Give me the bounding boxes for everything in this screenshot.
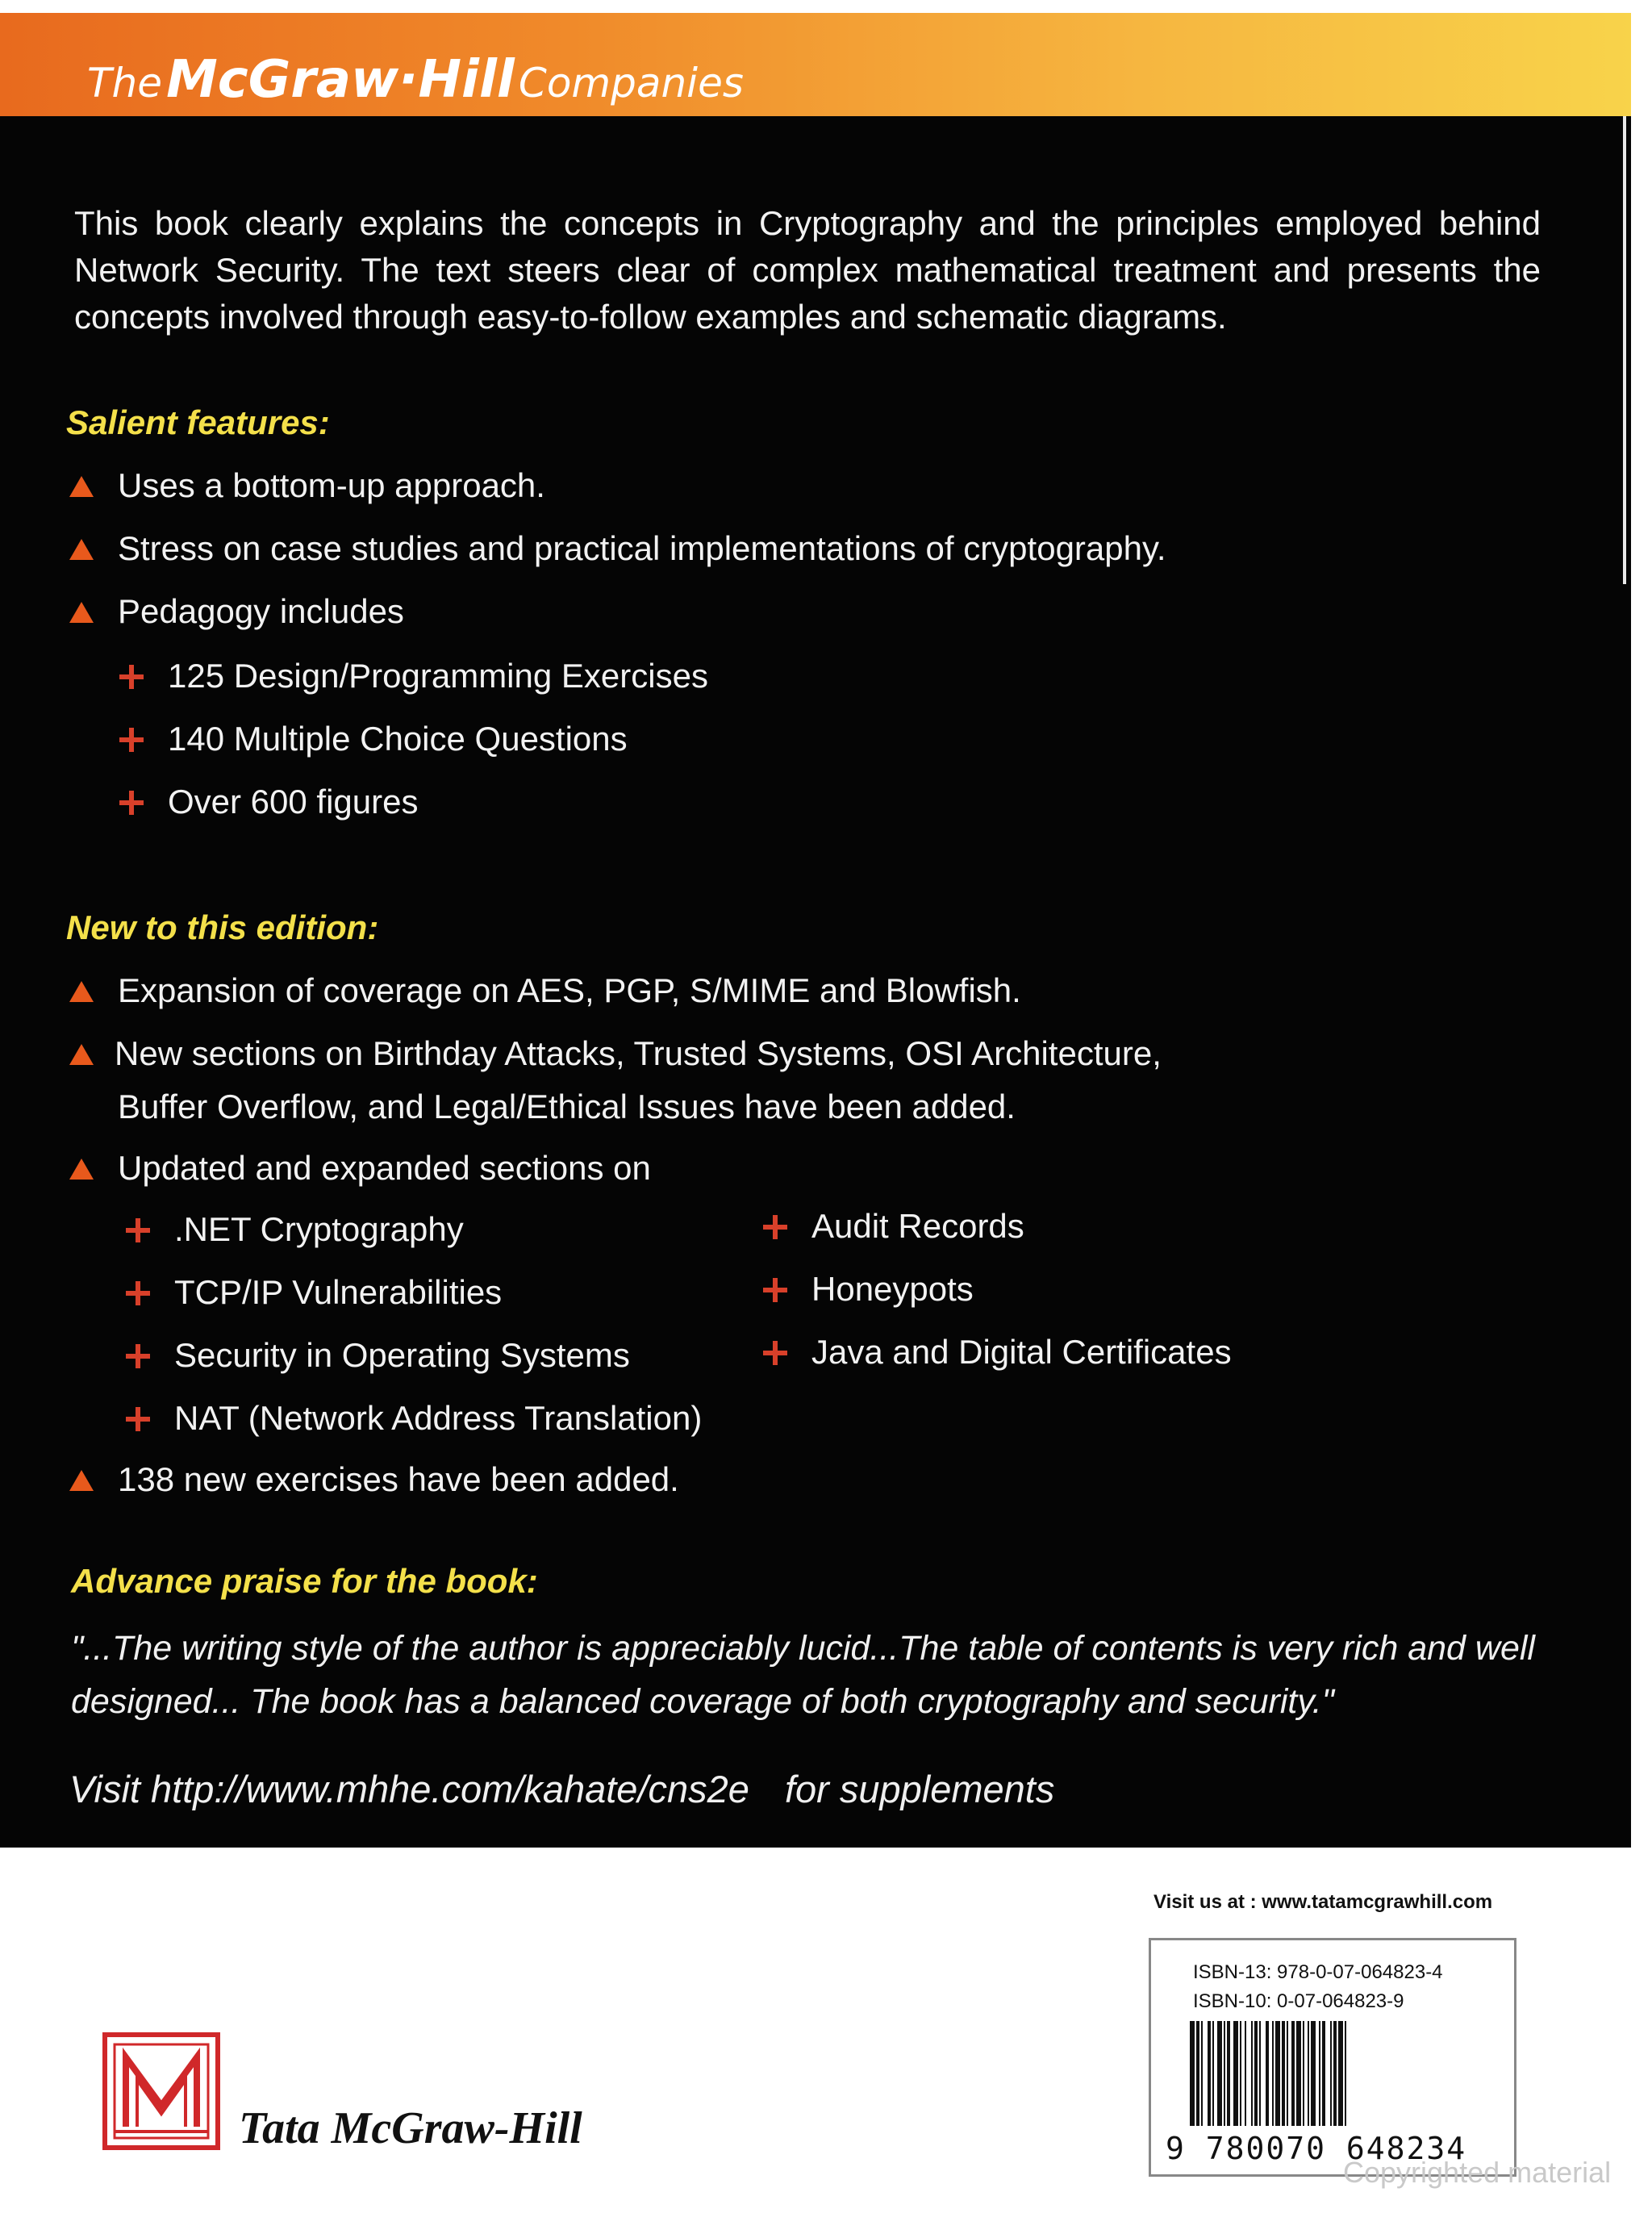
publisher-website: Visit us at : www.tatamcgrawhill.com xyxy=(1153,1891,1493,1913)
plus-bullet-icon xyxy=(763,1341,787,1365)
barcode-bar xyxy=(1266,2021,1269,2126)
plus-bullet-icon xyxy=(126,1218,150,1242)
plus-bullet-icon xyxy=(119,665,144,689)
barcode-bar xyxy=(1303,2021,1304,2126)
brand-prefix: The xyxy=(87,60,162,106)
brand-suffix: Companies xyxy=(518,60,744,106)
plus-bullet-icon xyxy=(119,728,144,752)
section-item: Java and Digital Certificates xyxy=(811,1333,1232,1371)
pedagogy-item: 125 Design/Programming Exercises xyxy=(168,657,708,695)
barcode-bar xyxy=(1212,2021,1214,2126)
barcode-bar xyxy=(1201,2021,1203,2126)
salient-item: Uses a bottom-up approach. xyxy=(118,466,545,504)
section-item: Audit Records xyxy=(811,1207,1024,1245)
barcode-bar xyxy=(1190,2021,1195,2126)
salient-features-heading: Salient features: xyxy=(66,403,330,441)
supplements-suffix: for supplements xyxy=(784,1768,1055,1810)
barcode-bar xyxy=(1245,2021,1246,2126)
barcode-bar xyxy=(1338,2021,1343,2126)
barcode-bar xyxy=(1224,2021,1225,2126)
triangle-bullet-icon xyxy=(69,539,94,560)
mcgraw-hill-brand xyxy=(87,50,744,110)
barcode-bar xyxy=(1251,2021,1253,2126)
section-item: Honeypots xyxy=(811,1270,974,1308)
barcode-bar xyxy=(1291,2021,1295,2126)
new-edition-heading: New to this edition: xyxy=(66,908,379,946)
salient-item: Stress on case studies and practical implementations of cryptography. xyxy=(118,529,1166,567)
barcode-bar xyxy=(1196,2021,1199,2126)
copyright-watermark: Copyrighted material xyxy=(1343,2156,1612,2189)
praise-heading: Advance praise for the book: xyxy=(71,1562,538,1600)
plus-bullet-icon xyxy=(126,1407,150,1431)
isbn-13: ISBN-13: 978-0-07-064823-4 xyxy=(1193,1961,1443,1983)
barcode-bar xyxy=(1319,2021,1320,2126)
section-item: .NET Cryptography xyxy=(174,1210,464,1248)
barcode-bar xyxy=(1275,2021,1280,2126)
barcode-bar xyxy=(1345,2021,1346,2126)
triangle-bullet-icon xyxy=(69,1159,94,1180)
brand-name: McGraw·Hill xyxy=(166,50,515,110)
new-edition-item: Updated and expanded sections on xyxy=(118,1149,651,1187)
isbn-barcode-box xyxy=(1149,1938,1516,2177)
plus-bullet-icon xyxy=(126,1281,150,1305)
barcode-bar xyxy=(1227,2021,1230,2126)
barcode-bar xyxy=(1259,2021,1261,2126)
tata-mcgraw-hill-logo-icon xyxy=(102,2031,221,2151)
pedagogy-item: Over 600 figures xyxy=(168,783,419,821)
barcode-bar xyxy=(1233,2021,1238,2126)
barcode-bar xyxy=(1333,2021,1337,2126)
section-item: NAT (Network Address Translation) xyxy=(174,1399,703,1437)
salient-item: Pedagogy includes xyxy=(118,592,404,630)
new-edition-item: New sections on Birthday Attacks, Trusted Systems, OSI Architecture, xyxy=(115,1034,1162,1072)
triangle-bullet-icon xyxy=(69,602,94,623)
edge-line xyxy=(1623,116,1626,584)
barcode-bar xyxy=(1311,2021,1316,2126)
praise-quote: "...The writing style of the author is appreciably lucid...The table of contents is very rich and well designed... The book has a balanced coverage of both cryptography and security." xyxy=(71,1629,1535,1721)
plus-bullet-icon xyxy=(763,1278,787,1302)
new-edition-item: 138 new exercises have been added. xyxy=(118,1460,679,1498)
triangle-bullet-icon xyxy=(69,981,94,1002)
new-edition-item: Expansion of coverage on AES, PGP, S/MIME and Blowfish. xyxy=(118,971,1021,1009)
barcode-bar xyxy=(1287,2021,1288,2126)
barcode-bar xyxy=(1240,2021,1241,2126)
barcode-bar xyxy=(1254,2021,1258,2126)
plus-bullet-icon xyxy=(119,791,144,815)
triangle-bullet-icon xyxy=(69,476,94,497)
barcode-bar xyxy=(1308,2021,1309,2126)
triangle-bullet-icon xyxy=(69,1044,94,1065)
supplements-line xyxy=(69,1767,1054,1811)
publisher-name: Tata McGraw-Hill xyxy=(239,2103,582,2153)
plus-bullet-icon xyxy=(763,1215,787,1239)
barcode-bar xyxy=(1208,2021,1211,2126)
barcode-bar xyxy=(1330,2021,1332,2126)
barcode-graphic xyxy=(1190,2021,1496,2126)
barcode-bar xyxy=(1282,2021,1285,2126)
intro-paragraph: This book clearly explains the concepts in Cryptography and the principles employed behind Network Security. The text steers clear of complex mathematical treatment and presents the concepts involved through easy-to-follow examples and schematic diagrams. xyxy=(74,204,1541,336)
barcode-bar xyxy=(1296,2021,1301,2126)
plus-bullet-icon xyxy=(126,1344,150,1368)
section-item: TCP/IP Vulnerabilities xyxy=(174,1273,503,1311)
barcode-bar xyxy=(1217,2021,1222,2126)
supplements-url[interactable]: Visit http://www.mhhe.com/kahate/cns2e xyxy=(69,1768,749,1810)
barcode-bar xyxy=(1272,2021,1274,2126)
triangle-bullet-icon xyxy=(69,1470,94,1491)
pedagogy-item: 140 Multiple Choice Questions xyxy=(168,720,628,758)
barcode-number: 9 780070 648234 xyxy=(1166,2131,1467,2166)
barcode-bar xyxy=(1322,2021,1325,2126)
isbn-10: ISBN-10: 0-07-064823-9 xyxy=(1193,1990,1404,2012)
section-item: Security in Operating Systems xyxy=(174,1336,630,1374)
new-edition-item-continued: Buffer Overflow, and Legal/Ethical Issues have been added. xyxy=(118,1088,1016,1125)
